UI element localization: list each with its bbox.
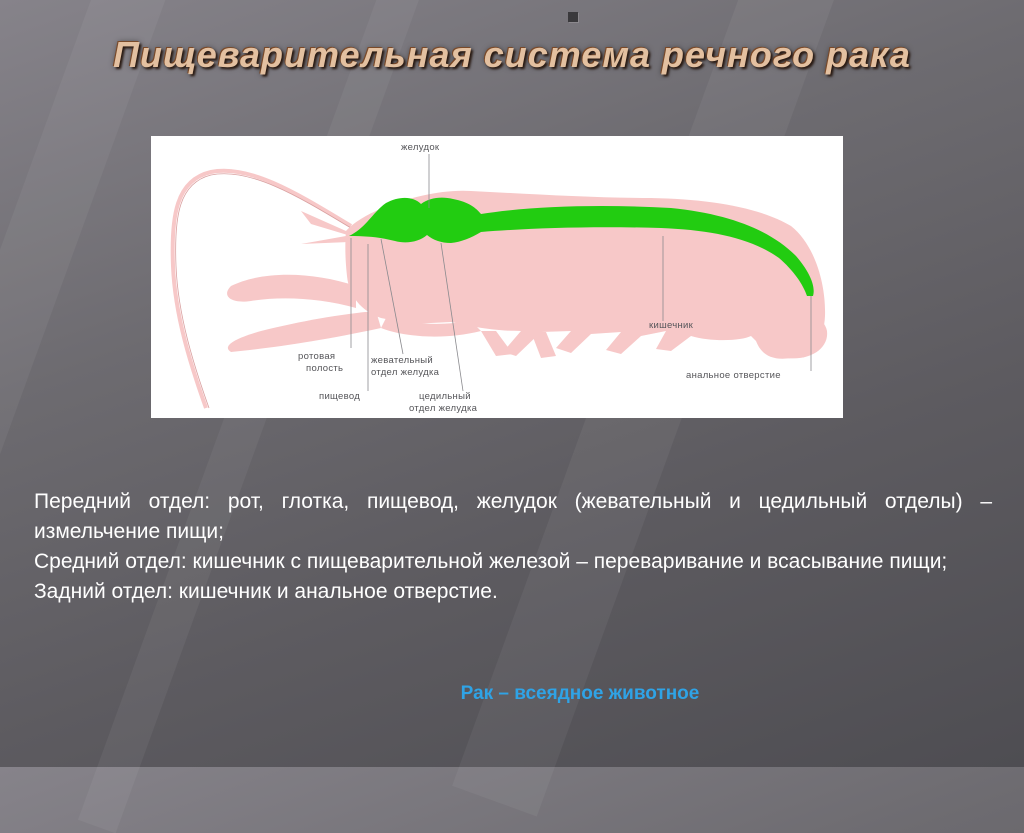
- text-rear-section: Задний отдел: кишечник и анальное отверстие.: [34, 580, 498, 603]
- claw-upper: [227, 275, 356, 308]
- label-filter-2: отдел желудка: [409, 403, 478, 414]
- label-stomach: желудок: [401, 142, 440, 153]
- label-mouth-1: ротовая: [298, 351, 336, 362]
- text-middle-section: Средний отдел: кишечник с пищеварительной железой – переваривание и всасывание пищи;: [34, 550, 948, 573]
- label-chewing-2: отдел желудка: [371, 367, 440, 378]
- antennule: [301, 236, 349, 244]
- slide-marker: [568, 12, 578, 22]
- omnivore-note: Рак – всеядное животное: [460, 683, 700, 704]
- label-chewing-1: жевательный: [371, 355, 434, 366]
- walking-leg: [481, 331, 513, 356]
- crayfish-diagram: [151, 136, 843, 418]
- crayfish-svg: [151, 136, 843, 418]
- label-esophagus: пищевод: [319, 391, 361, 402]
- label-anus: анальное отверстие: [686, 370, 781, 381]
- label-intestine: кишечник: [649, 320, 694, 331]
- description-text: [34, 487, 992, 607]
- walking-leg: [531, 332, 556, 358]
- label-mouth-2: полость: [306, 363, 344, 374]
- slide-title: Пищеварительная система речного рака: [113, 34, 911, 75]
- claw-lower: [228, 311, 381, 352]
- text-front-section: Передний отдел: рот, глотка, пищевод, желудок (жевательный и цедильный отделы) – измельчение пищи;: [34, 490, 992, 543]
- label-filter-1: цедильный: [419, 391, 471, 402]
